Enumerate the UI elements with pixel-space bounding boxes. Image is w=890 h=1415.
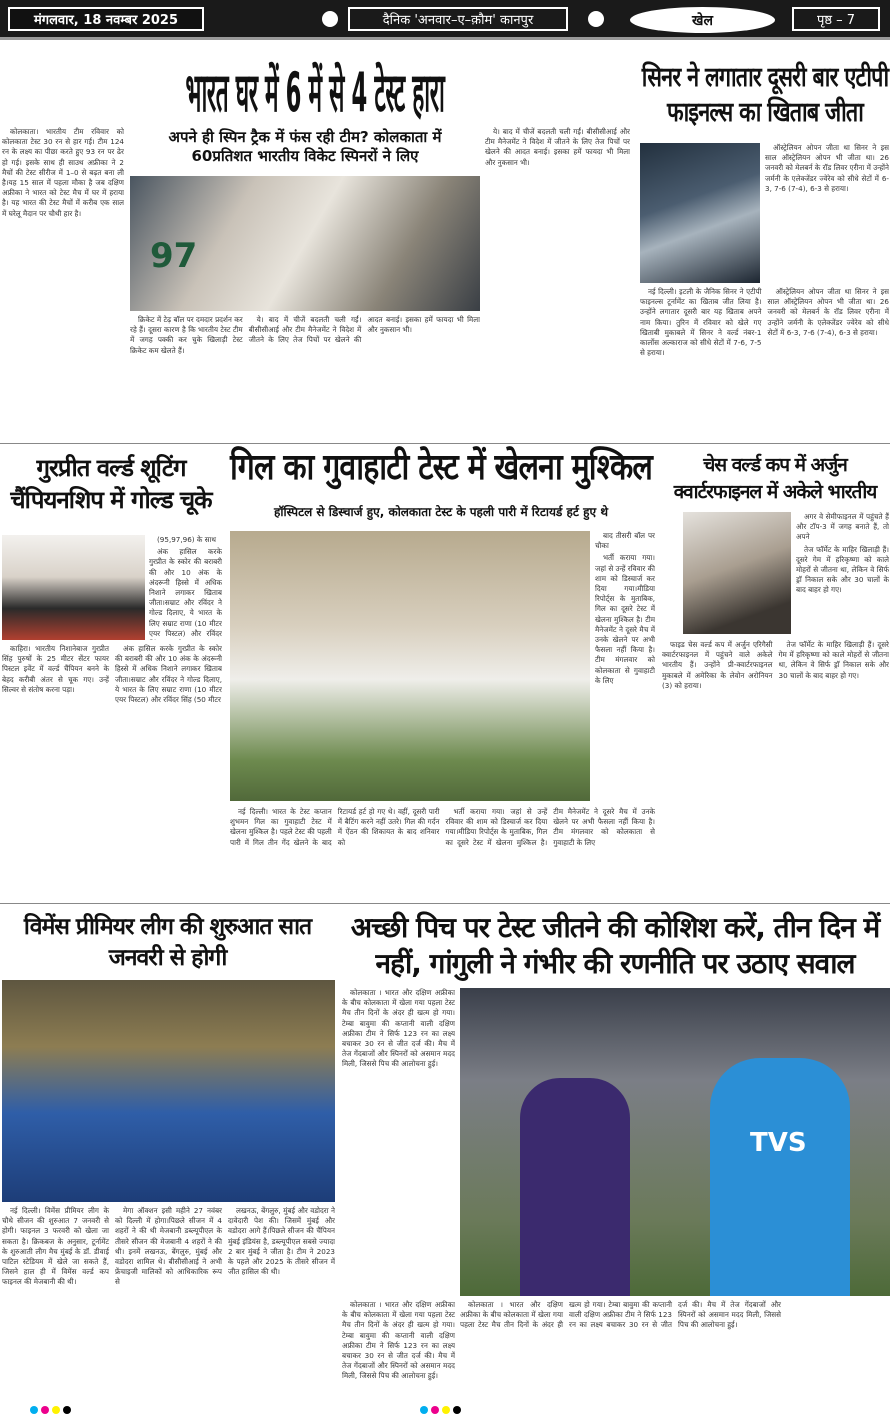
arjun-chess-photo <box>683 512 791 634</box>
article-columns <box>230 807 655 900</box>
paragraph: अगर वे सेमीफाइनल में पहुंचते हैं और टॉप-3 में जगह बनाते हैं, तो अपने <box>796 512 889 542</box>
registration-dot <box>52 1406 60 1414</box>
wpl-celebration-photo <box>2 980 335 1202</box>
paragraph: तेज फॉर्मेट के माहिर खिलाड़ी हैं। दूसरे गेम में हरिकृष्णा को काले मोहरों से जीतना था, लेकिन वे सिर्फ ड्रॉ निकाल सके और 30 चालों के बाद बाहर हो गए। <box>778 640 889 680</box>
paragraph: अंक हासिल करके गुरप्रीत के स्कोर की बराबरी की और 10 अंक के अंदरूनी हिस्से में अधिक निशाने लगाकर खिताब जीता।सम्राट और रविंदर ने गोल्ड दिलाए, ये भारत के लिए सम्राट राणा (10 मीटर एयर पिस्टल) और रविंदर सिंह (50 मीटर <box>115 644 222 705</box>
paragraph: कोलकाता । भारत और दक्षिण अफ्रीका के बीच कोलकाता में खेला गया पहला टेस्ट मैच तीन दिनों के अंदर ही खत्म हो गया। टेम्बा बावुमा की कप्तानी वाली दक्षिण अफ्रीका टीम ने सिर्फ 123 रन का लक्ष्य बचाकर 30 रन से जीत दर्ज की। मैच में तेज गेंदबाजों और स्पिनरों को असमान मदद मिली, जिससे पिच की आलोचना हुई। <box>342 1300 455 1381</box>
divider <box>0 903 890 904</box>
article-columns <box>2 644 222 900</box>
paragraph: तेज फॉर्मेट के माहिर खिलाड़ी हैं। दूसरे गेम में हरिकृष्णा को काले मोहरों से जीतना था, लेकिन वे सिर्फ ड्रॉ निकाल सके और 30 चालों के बाद बाहर हो गए। <box>796 544 889 595</box>
player-purple-jersey <box>520 1078 630 1296</box>
article-column <box>2 127 124 439</box>
paragraph: बाद तीसरी बॉल पर चौका <box>595 531 655 551</box>
article-column <box>485 127 630 439</box>
registration-dot <box>442 1406 450 1414</box>
color-registration-marks <box>420 1406 461 1414</box>
paragraph: काहिरा। भारतीय निशानेबाज गुरप्रीत सिंह पुरुषों के 25 मीटर सेंटर फायर पिस्टल इवेंट में वर्ल्ड चैंपियन बनने के बेहद करीबी अंतर से चूक गए। उन्हें सिल्वर से संतोष करना पड़ा। <box>2 644 109 694</box>
gurpreet-photo <box>2 535 145 640</box>
paragraph: लखनऊ, बेंगलुरु, मुंबई और वडोदरा ने दावेदारी पेश की। जिसमें मुंबई और वडोदरा आगे हैं।पिछले सीजन की चैंपियन मुंबई इंडियंस है, डब्ल्यूपीएल सबसे ज्यादा 2 बार मुंबई ने जीता है। टीम ने 2023 के पहले और 2025 के तीसरे सीजन में जीत हासिल की थी। <box>228 1206 335 1277</box>
ganguly-headline: अच्छी पिच पर टेस्ट जीतने की कोशिश करें, तीन दिन में नहीं, गांगुली ने गंभीर की रणनीति पर उठाए सवाल <box>350 911 880 981</box>
article-column <box>796 512 889 634</box>
sinner-trophy-photo <box>640 143 760 283</box>
sinner-headline: सिनर ने लगातार दूसरी बार एटीपी फाइनल्स का खिताब जीता <box>641 62 889 129</box>
page-number: पृष्ठ – 7 <box>816 13 856 28</box>
registration-dot <box>63 1406 71 1414</box>
cricket-team-photo <box>130 176 480 311</box>
wpl-headline: विमेंस प्रीमियर लीग की शुरुआत सात जनवरी से होगी <box>23 914 312 972</box>
article-column <box>595 531 655 801</box>
gurpreet-headline: गुरप्रीत वर्ल्ड शूटिंग चैंपियनशिप में गोल्ड चूके <box>10 454 212 515</box>
article-column <box>342 988 455 1296</box>
article-column <box>765 143 889 283</box>
paragraph: कोलकाता । भारत और दक्षिण अफ्रीका के बीच कोलकाता में खेला गया पहला टेस्ट मैच तीन दिनों के अंदर ही खत्म हो गया। टेम्बा बावुमा की कप्तानी वाली दक्षिण अफ्रीका टीम ने सिर्फ 123 रन का लक्ष्य बचाकर 30 रन से जीत दर्ज की। मैच में तेज गेंदबाजों और स्पिनरों को असमान मदद मिली, जिससे पिच की आलोचना हुई। <box>460 1300 781 1330</box>
masthead-bar <box>0 0 890 40</box>
paper-name: दैनिक 'अनवार–ए–क़ौम' कानपुर <box>382 13 534 28</box>
paragraph: (95,97,96) के साथ <box>157 535 217 544</box>
date-box <box>8 7 204 31</box>
gill-walking-photo <box>230 531 590 801</box>
paper-name-box <box>348 7 568 31</box>
registration-dot <box>431 1406 439 1414</box>
article-columns <box>640 287 889 439</box>
main-subheadline: अपने ही स्पिन ट्रैक में फंस रही टीम? कोलकाता में 60प्रतिशत भारतीय विकेट स्पिनरों ने लिए <box>168 128 442 165</box>
gambhir-ganguly-handshake-photo <box>460 988 890 1296</box>
decorative-dot <box>588 11 604 27</box>
registration-dot <box>420 1406 428 1414</box>
gill-headline: गिल का गुवाहाटी टेस्ट में खेलना मुश्किल <box>229 447 653 488</box>
paragraph: नई दिल्ली। विमेंस प्रीमियर लीग के चौथे सीजन की शुरुआत 7 जनवरी से होगी। फाइनल 3 फरवरी को खेला जा सकता है। क्रिकबज के अनुसार, टूर्नामेंट के शुरुआती लीग मैच मुंबई के डॉ. डीवाई पाटिल स्टेडियम में खेले जा सकते हैं, जिसने हाल ही में विमेंस वर्ल्ड कप फाइनल की मेजबानी की थी। <box>2 1206 109 1287</box>
registration-dot <box>41 1406 49 1414</box>
arjun-headline: चेस वर्ल्ड कप में अर्जुन क्वार्टरफाइनल में अकेले भारतीय <box>673 454 877 503</box>
article-columns <box>130 315 480 439</box>
paragraph: नई दिल्ली। भारत के टेस्ट कप्तान शुभमन गिल का गुवाहाटी टेस्ट में खेलना मुश्किल है। पहले टेस्ट की पहली पारी में गिल तीन गेंद खेलने के बाद रिटायर्ड हर्ट हो गए थे। वहीं, दूसरी पारी में बैटिंग करने नहीं उतरे। गिल की गर्दन में ऐंठन की शिकायत के बाद शनिवार को <box>230 807 440 847</box>
article-column <box>342 1300 455 1406</box>
article-columns <box>2 1206 335 1406</box>
paragraph: भर्ती कराया गया। जहां से उन्हें रविवार की शाम को डिस्चार्ज कर दिया गया।मीडिया रिपोर्ट्स के मुताबिक, गिल का दूसरे टेस्ट में खेलना मुश्किल है। टीम मैनेजमेंट ने दूसरे मैच में उनके खेलने पर अभी फैसला नहीं किया है। टीम मंगलवार को कोलकाता से गुवाहाटी के लिए <box>595 553 655 685</box>
article-column <box>149 535 222 640</box>
paragraph: ऑस्ट्रेलियन ओपन जीता था सिनर ने इस साल ऑस्ट्रेलियन ओपन भी जीता था। 26 जनवरी को मेलबर्न के रॉड लिवर एरीना में उन्होंने जर्मनी के एलेक्जेंडर ज्वेरेव को सीधे सेटों में 6-3, 7-6 (7-4), 6-3 से हराया। <box>767 287 889 337</box>
paragraph: मेगा ऑक्शन इसी महीने 27 नवंबर को दिल्ली में होगा।पिछले सीजन में 4 शहरों ने की थी मेजबानी डब्ल्यूपीएल के तीसरे सीजन की मेजबानी 4 शहरों ने की थी। इनमें लखनऊ, बेंगलुरु, मुंबई और वडोदरा शामिल थे। बीसीसीआई ने अभी फ्रेंचाइजी मालिकों को आधिकारिक रूप से <box>115 1206 222 1287</box>
paragraph: नई दिल्ली। इटली के जैनिक सिनर ने एटीपी फाइनल्स टूर्नामेंट का खिताब जीत लिया है। उन्होंने लगातार दूसरी बार यह खिताब अपने नाम किया। तुरिन में रविवार को खेले गए खिताबी मुकाबले में सिनर ने वर्ल्ड नंबर-1 कार्लोस अल्काराज को सीधे सेटों में 7-6, 7-5 से हराया। <box>640 287 762 358</box>
paragraph: कोलकाता। भारतीय टीम रविवार को कोलकाता टेस्ट 30 रन से हार गई। टीम 124 रन के लक्ष्य का पीछा करते हुए 93 रन पर ढेर हो गई। इसके साथ ही साउथ अफ्रीका ने 2 मैचों की टेस्ट सीरीज में 1–0 से बढ़त बना ली है।यह 15 साल में पहला मौका है जब दक्षिण अफ्रीका ने भारत को टेस्ट मैच में घर में हराया है। यह भारत की टेस्ट मैचों में करीब एक साल में घरेलू मैदान पर चौथी हार है। <box>2 127 124 218</box>
paragraph: क्रिकेट में टेढ़ बॉल पर दमदार प्रदर्शन कर रहे हैं। दूसरा कारण है कि भारतीय टेस्ट टीम में जगह पक्की कर चुके खिलाड़ी टेस्ट क्रिकेट कम खेलते हैं। <box>130 315 243 355</box>
paragraph: कोलकाता । भारत और दक्षिण अफ्रीका के बीच कोलकाता में खेला गया पहला टेस्ट मैच तीन दिनों के अंदर ही खत्म हो गया। टेम्बा बावुमा की कप्तानी वाली दक्षिण अफ्रीका टीम ने सिर्फ 123 रन का लक्ष्य बचाकर 30 रन से जीत दर्ज की। मैच में तेज गेंदबाजों और स्पिनरों को असमान मदद मिली, जिससे पिच की आलोचना हुई। <box>342 988 455 1069</box>
decorative-dot <box>322 11 338 27</box>
date-text: मंगलवार, 18 नवम्बर 2025 <box>33 13 179 28</box>
article-columns <box>460 1300 890 1406</box>
article-columns <box>662 640 889 900</box>
color-registration-marks <box>30 1406 71 1414</box>
paragraph: ऑस्ट्रेलियन ओपन जीता था सिनर ने इस साल ऑस्ट्रेलियन ओपन भी जीता था। 26 जनवरी को मेलबर्न के रॉड लिवर एरीना में उन्होंने जर्मनी के एलेक्जेंडर ज्वेरेव को सीधे सेटों में 6-3, 7-6 (7-4), 6-3 से हराया। <box>765 143 889 193</box>
paragraph: भर्ती कराया गया। जहां से उन्हें रविवार की शाम को डिस्चार्ज कर दिया गया।मीडिया रिपोर्ट्स के मुताबिक, गिल का दूसरे टेस्ट में खेलना मुश्किल है। टीम मैनेजमेंट ने दूसरे मैच में उनके खेलने पर अभी फैसला नहीं किया है। टीम मंगलवार को कोलकाता से गुवाहाटी के लिए <box>445 807 655 847</box>
paragraph: फाइड चेस वर्ल्ड कप में अर्जुन एरिगैसी क्वार्टरफाइनल में पहुंचने वाले अकेले भारतीय हैं। उन्होंने प्री-क्वार्टरफाइनल मुकाबले में अमेरिका के लेवोन अरोनियन (3) को हराया। <box>662 640 773 690</box>
player-blue-jersey <box>710 1058 850 1296</box>
paragraph: ये। बाद में चीजें बदलती चली गईं। बीसीसीआई और टीम मैनेजमेंट ने विदेश में जीतने के लिए तेज पिचों पर खेलने की आदत बनाई। इसका हमें फायदा भी मिला और नुकसान भी। <box>485 127 630 167</box>
section-text: खेल <box>692 12 713 29</box>
gill-subheadline: हॉस्पिटल से डिस्चार्ज हुए, कोलकाता टेस्ट के पहली पारी में रिटायर्ड हर्ट हुए थे <box>274 505 608 519</box>
main-headline: भारत घर में 6 में से 4 टेस्ट हारा <box>185 61 445 124</box>
section-label <box>630 7 775 33</box>
registration-dot <box>453 1406 461 1414</box>
jersey-number: 97 <box>150 236 198 276</box>
registration-dot <box>30 1406 38 1414</box>
divider <box>0 443 890 444</box>
paragraph: ये। बाद में चीजें बदलती चली गईं। बीसीसीआई और टीम मैनेजमेंट ने विदेश में जीतने के लिए तेज पिचों पर खेलने की आदत बनाई। इसका हमें फायदा भी मिला और नुकसान भी। <box>248 315 480 345</box>
jersey-sponsor: TVS <box>750 1128 807 1158</box>
paragraph: अंक हासिल करके गुरप्रीत के स्कोर की बराबरी की और 10 अंक के अंदरूनी हिस्से में अधिक निशाने लगाकर खिताब जीता।सम्राट और रविंदर ने गोल्ड दिलाए, ये भारत के लिए सम्राट राणा (10 मीटर एयर पिस्टल) और रविंदर <box>149 547 222 638</box>
page-number-box <box>792 7 880 31</box>
